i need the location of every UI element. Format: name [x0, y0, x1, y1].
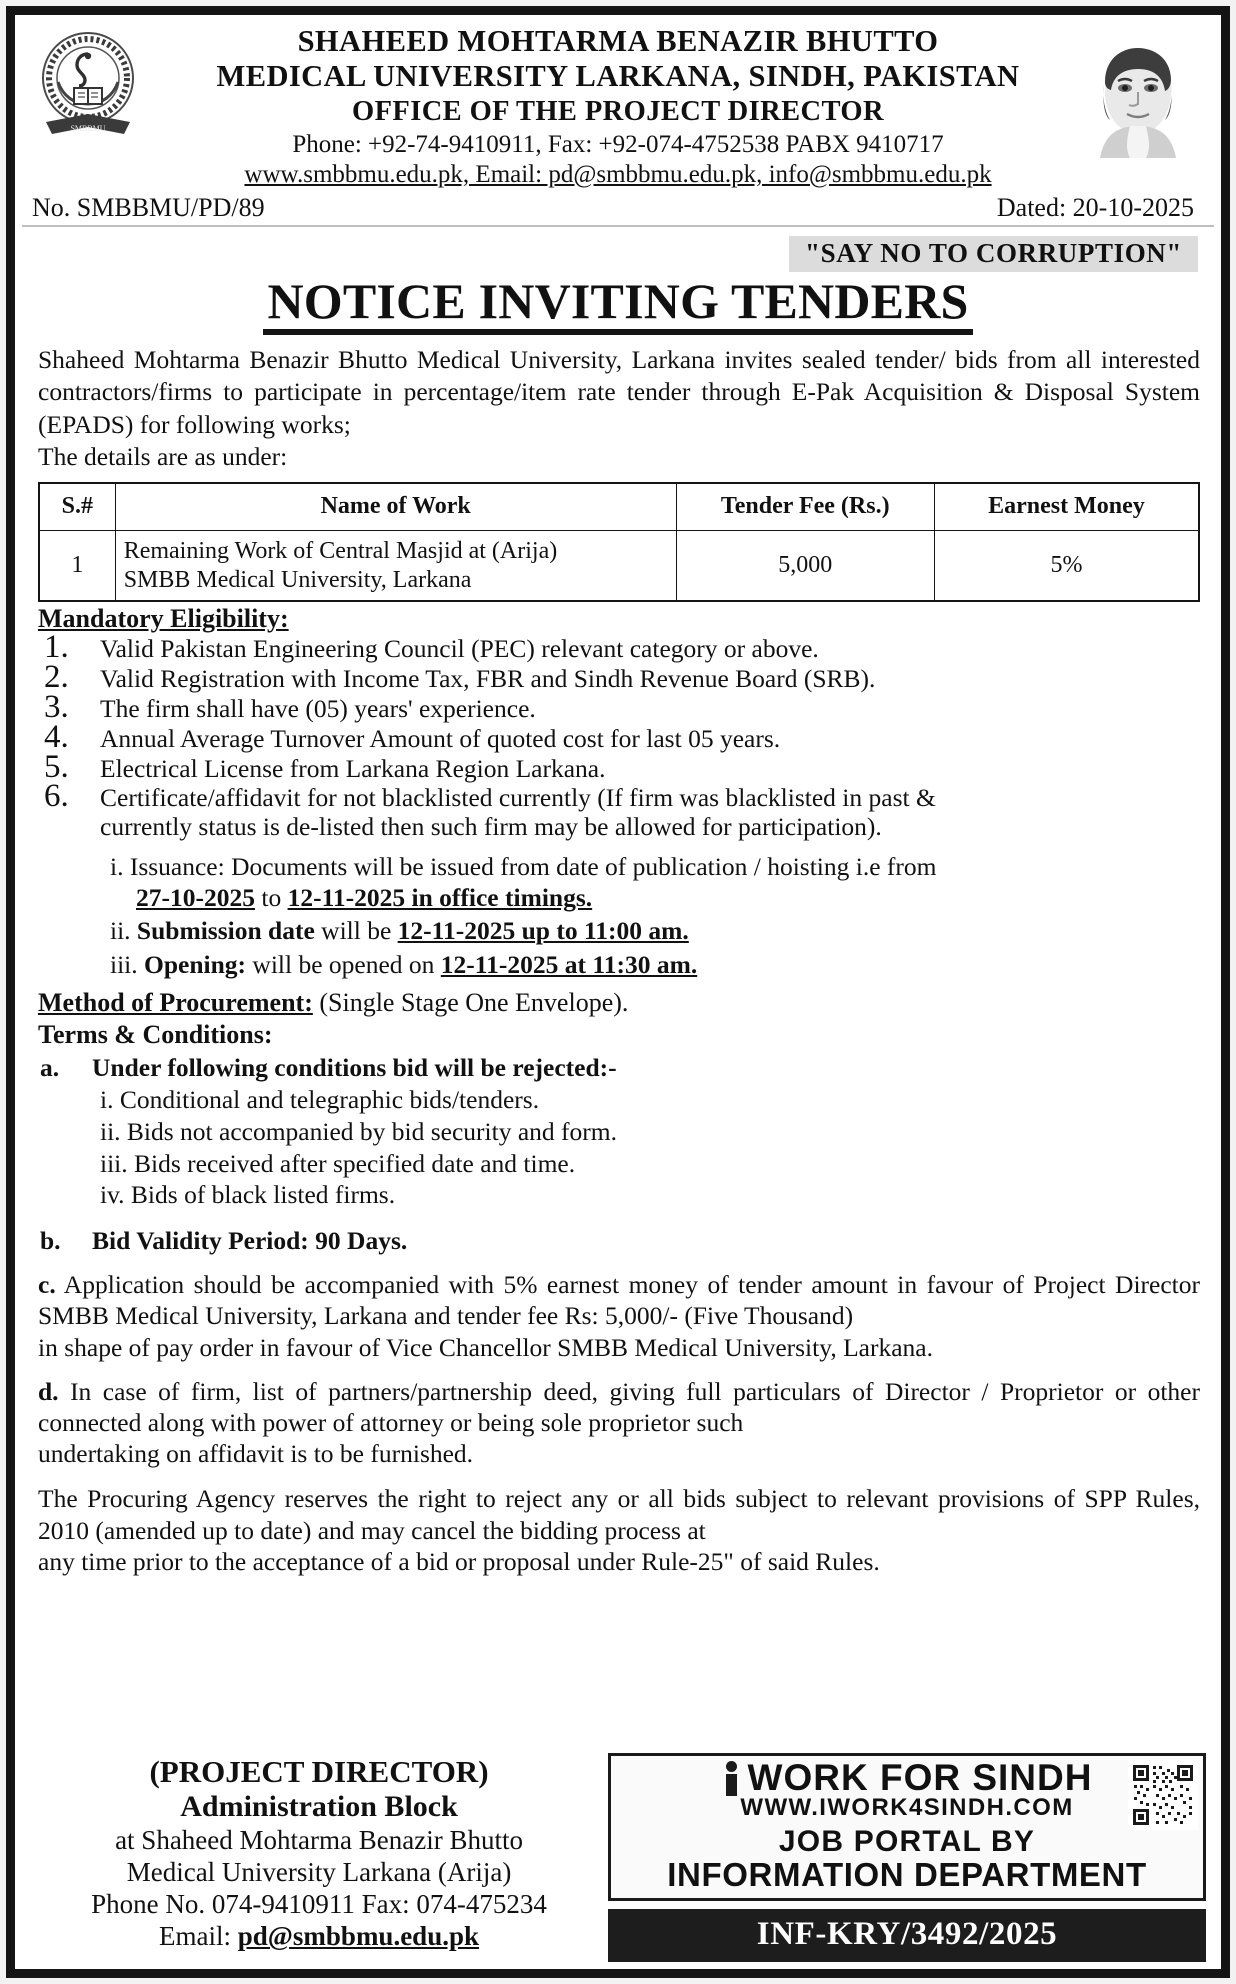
ad-department: INFORMATION DEPARTMENT — [667, 1856, 1147, 1894]
submission-label: Submission date — [136, 916, 315, 946]
org-line-1: SHAHEED MOHTARMA BENAZIR BHUTTO — [297, 24, 939, 58]
svg-text:SMBBMU: SMBBMU — [70, 124, 106, 133]
term-d — [38, 1376, 1200, 1469]
column-header-earnest-money: Earnest Money — [934, 483, 1199, 531]
list-item — [38, 689, 1200, 726]
contact-web-email-line[interactable]: www.smbbmu.edu.pk, Email: pd@smbbmu.edu.pk, info@smbbmu.edu.pk — [244, 160, 992, 188]
signature-address-2: Medical University Larkana (Arija) — [126, 1856, 512, 1887]
list-item — [38, 778, 1200, 842]
signature-email-address[interactable]: pd@smbbmu.edu.pk — [237, 1921, 479, 1952]
ad-headline: WORK FOR SINDH — [747, 1757, 1093, 1799]
issuance-label: i. Issuance: — [110, 852, 225, 882]
work-name-line-2: SMBB Medical University, Larkana — [123, 566, 472, 593]
qr-code-icon[interactable] — [1128, 1760, 1198, 1830]
method-value: (Single Stage One Envelope). — [319, 988, 629, 1018]
list-item-text: Valid Registration with Income Tax, FBR and Sindh Revenue Board (SRB). — [100, 664, 876, 694]
schedule-issuance — [110, 852, 1200, 913]
table-row — [39, 530, 1199, 601]
mandatory-eligibility-heading: Mandatory Eligibility: — [38, 604, 289, 634]
ad-headline-row — [617, 1759, 1197, 1797]
iwork4sindh-ad[interactable] — [608, 1753, 1206, 1901]
issuance-date-to: 12-11-2025 in office timings. — [287, 882, 593, 912]
cell-serial: 1 — [39, 530, 115, 601]
issuance-dates — [110, 883, 1200, 914]
signature-designation: (PROJECT DIRECTOR) — [149, 1754, 489, 1790]
column-header-serial: S.# — [39, 483, 115, 531]
table-header-row — [39, 483, 1199, 531]
organisation-name-block — [28, 24, 1208, 190]
term-b-text: Bid Validity Period: 90 Days. — [92, 1226, 408, 1256]
inf-code-bar: INF-KRY/3492/2025 — [608, 1909, 1206, 1962]
list-item-number: 5. — [44, 748, 69, 785]
ad-subline: JOB PORTAL BY — [778, 1825, 1036, 1859]
issuance-join: to — [261, 882, 282, 912]
university-crest-icon — [32, 26, 144, 144]
signature-email-line — [30, 1920, 608, 1952]
list-item-number: 6. — [44, 778, 69, 815]
submission-mid: will be — [321, 916, 392, 946]
org-line-3: OFFICE OF THE PROJECT DIRECTOR — [352, 95, 884, 127]
intro-text-1: Shaheed Mohtarma Benazir Bhutto Medical University, Larkana invites sealed tender/ bids from all interested contractors/firms to participate in percentage/item rate tender through E-Pak Acquisition & Disposal System (EPADS) for following works; — [38, 345, 1200, 439]
ad-website[interactable]: WWW.IWORK4SINDH.COM — [740, 1794, 1074, 1822]
list-item-text-cont: currently status is de-listed then such firm may be allowed for participation). — [100, 812, 882, 842]
term-c — [38, 1269, 1200, 1362]
list-item-text: Annual Average Turnover Amount of quoted cost for last 05 years. — [100, 723, 781, 753]
submission-marker: ii. — [110, 916, 131, 946]
reference-number: No. SMBBMU/PD/89 — [32, 193, 265, 223]
list-item-text: Certificate/affidavit for not blacklisted currently (If firm was blacklisted in past & — [100, 783, 936, 813]
opening-marker: iii. — [110, 949, 138, 979]
notice-body — [22, 335, 1214, 1735]
list-item-number: 4. — [44, 718, 69, 755]
page-title: NOTICE INVITING TENDERS — [263, 275, 972, 335]
list-item-number: 1. — [44, 629, 69, 666]
list-item — [38, 718, 1200, 755]
terms-conditions-heading: Terms & Conditions: — [38, 1019, 273, 1049]
list-item: ii. Bids not accompanied by bid security and form. — [100, 1116, 617, 1146]
signature-office: Administration Block — [180, 1790, 458, 1824]
final-paragraph-text: The Procuring Agency reserves the right to reject any or all bids subject to relevant provisions of SPP Rules, 2010 (amended up to date) and may cancel the bidding process at — [38, 1484, 1200, 1545]
list-item-text: The firm shall have (05) years' experience. — [100, 694, 536, 724]
work-name-line-1: Remaining Work of Central Masjid at (Arija) — [123, 537, 558, 564]
cell-name-of-work — [115, 530, 676, 601]
list-item-text: Electrical License from Larkana Region Larkana. — [100, 753, 606, 783]
term-a — [38, 1052, 1200, 1083]
advertisement-column — [608, 1753, 1206, 1962]
anti-corruption-slogan: "SAY NO TO CORRUPTION" — [789, 236, 1198, 272]
footer — [22, 1743, 1214, 1962]
information-i-icon — [722, 1760, 742, 1796]
terms-list — [38, 1052, 1200, 1469]
list-item: iv. Bids of black listed firms. — [100, 1180, 396, 1210]
signature-address-1: at Shaheed Mohtarma Benazir Bhutto — [115, 1824, 523, 1855]
rejection-conditions-list — [38, 1084, 1200, 1212]
schedule-opening — [110, 950, 1200, 981]
term-c-letter: c. — [38, 1270, 56, 1300]
column-header-tender-fee: Tender Fee (Rs.) — [676, 483, 934, 531]
term-a-text: Under following conditions bid will be rejected:- — [92, 1052, 617, 1082]
term-a-letter: a. — [40, 1052, 60, 1082]
cell-earnest-money: 5% — [934, 530, 1199, 601]
opening-value: 12-11-2025 at 11:30 am. — [440, 949, 698, 979]
signature-email-label: Email: — [159, 1921, 232, 1952]
term-b-letter: b. — [40, 1226, 61, 1256]
tender-table — [38, 482, 1200, 603]
term-c-text-last: in shape of pay order in favour of Vice Chancellor SMBB Medical University, Larkana. — [38, 1332, 933, 1362]
eligibility-list — [38, 629, 1200, 842]
submission-value: 12-11-2025 up to 11:00 am. — [397, 916, 689, 946]
opening-label: Opening: — [144, 949, 247, 979]
letterhead — [22, 20, 1214, 227]
slogan-row — [22, 227, 1214, 272]
list-item-text: Valid Pakistan Engineering Council (PEC) relevant category or above. — [100, 634, 819, 664]
opening-mid: will be opened on — [252, 949, 435, 979]
method-of-procurement-line — [38, 987, 1200, 1018]
org-line-2: MEDICAL UNIVERSITY LARKANA, SINDH, PAKISTAN — [216, 59, 1020, 94]
outer-black-frame — [6, 6, 1230, 1978]
page-title-wrap — [22, 272, 1214, 335]
list-item — [38, 748, 1200, 785]
intro-paragraph — [38, 344, 1200, 473]
term-d-text: In case of firm, list of partners/partnership deed, giving full particulars of Director / Proprietor or other connected along with power of attorney or being sole proprietor such — [38, 1376, 1200, 1437]
cell-tender-fee: 5,000 — [676, 530, 934, 601]
list-item: i. Conditional and telegraphic bids/tenders. — [100, 1084, 540, 1114]
benazir-bhutto-portrait — [1078, 26, 1196, 158]
term-c-text: Application should be accompanied with 5% earnest money of tender amount in favour of Project Director SMBB Medical University, Larkana and tender fee Rs: 5,000/- (Five Thousand) — [38, 1270, 1201, 1331]
document-body — [22, 20, 1214, 1962]
issuance-text: Documents will be issued from date of publication / hoisting i.e from — [231, 852, 937, 882]
term-d-text-last: undertaking on affidavit is to be furnished. — [38, 1438, 474, 1468]
schedule-list — [38, 852, 1200, 980]
issuance-date-from: 27-10-2025 — [136, 882, 255, 912]
list-item-number: 2. — [44, 659, 69, 696]
schedule-submission — [110, 916, 1200, 947]
contact-phone-line: Phone: +92-74-9410911, Fax: +92-074-4752538 PABX 9410717 — [292, 130, 944, 158]
list-item: iii. Bids received after specified date and time. — [100, 1148, 576, 1178]
intro-text-2: The details are as under: — [38, 441, 288, 471]
list-item-number: 3. — [44, 689, 69, 726]
list-item — [38, 629, 1200, 666]
signature-phone: Phone No. 074-9410911 Fax: 074-475234 — [91, 1888, 547, 1919]
signature-block — [30, 1753, 608, 1952]
term-b — [38, 1225, 1200, 1256]
term-d-letter: d. — [38, 1376, 59, 1406]
reference-date-row — [28, 191, 1208, 223]
column-header-name-of-work: Name of Work — [115, 483, 676, 531]
list-item — [38, 659, 1200, 696]
method-label: Method of Procurement: — [38, 988, 313, 1018]
final-paragraph-last: any time prior to the acceptance of a bid or proposal under Rule-25" of said Rules. — [38, 1547, 880, 1577]
dated-value: Dated: 20-10-2025 — [996, 193, 1194, 223]
procuring-agency-paragraph — [38, 1483, 1200, 1578]
